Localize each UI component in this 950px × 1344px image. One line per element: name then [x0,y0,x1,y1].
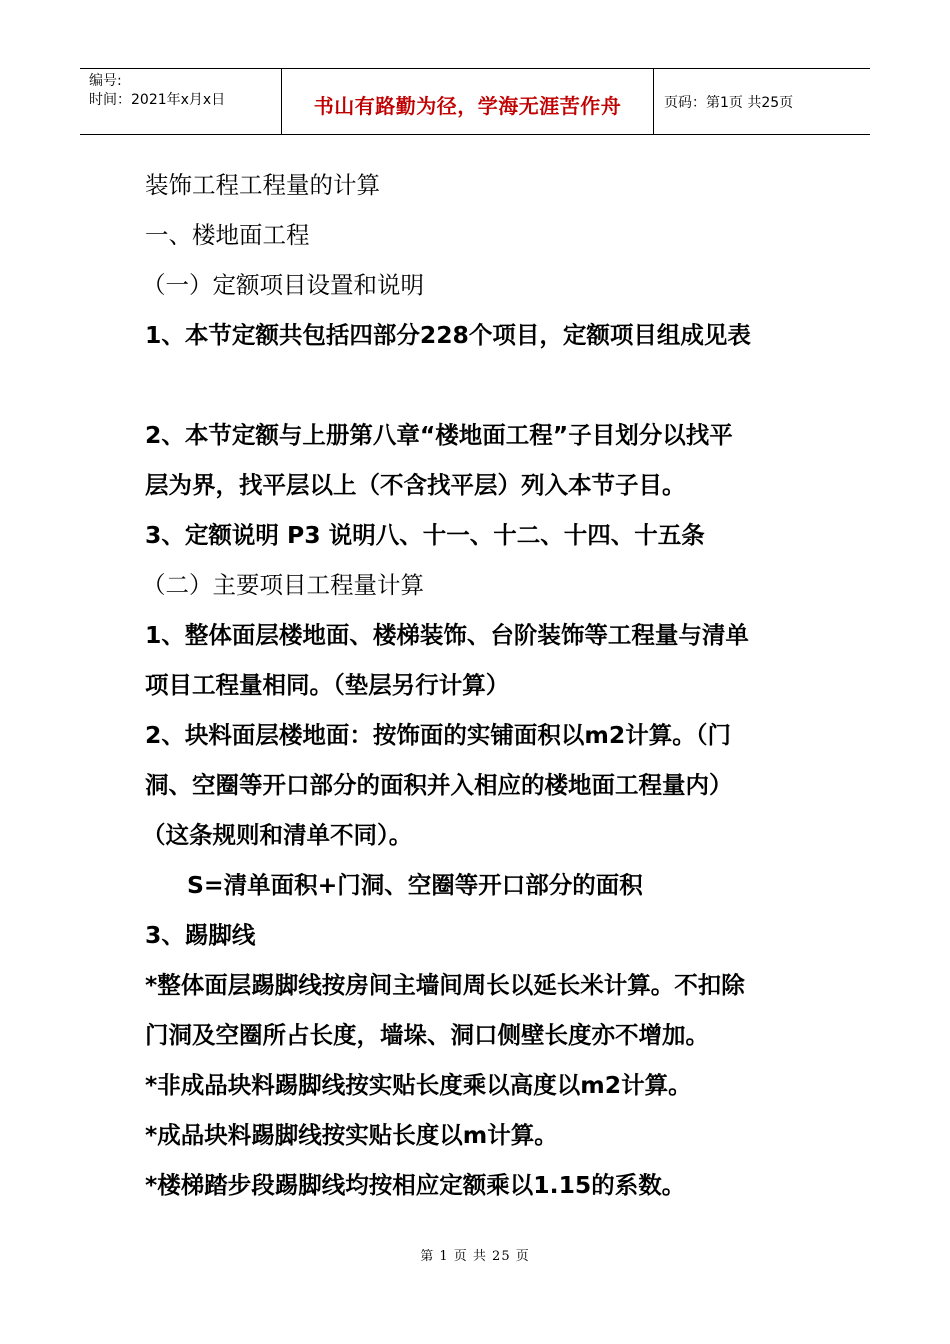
header-left-cell [80,69,282,134]
paragraph-line: 2、块料面层楼地面：按饰面的实铺面积以m2计算。（门 [145,721,731,749]
header-table [80,68,870,135]
paragraph-line: *成品块料踢脚线按实贴长度以m计算。 [145,1121,558,1149]
paragraph-line: *整体面层踢脚线按房间主墙间周长以延长米计算。不扣除 [145,971,745,999]
formula-line: S=清单面积+门洞、空圈等开口部分的面积 [187,871,643,899]
paragraph-line: 3、踢脚线 [145,921,256,949]
paragraph-line: 1、整体面层楼地面、楼梯装饰、台阶装饰等工程量与清单 [145,621,749,649]
subsection-heading: （二）主要项目工程量计算 [142,571,424,599]
number-label: 编号: [89,73,122,89]
paragraph-line: （这条规则和清单不同）。 [142,821,413,849]
document-title: 装饰工程工程量的计算 [145,171,380,199]
paragraph-line: 层为界，找平层以上（不含找平层）列入本节子目。 [145,471,686,499]
document-body [142,160,825,1210]
paragraph-line: *非成品块料踢脚线按实贴长度乘以高度以m2计算。 [145,1071,692,1099]
date-label: 时间：2021年x月x日 [89,92,226,108]
header-page-cell [654,69,870,134]
header-motto-cell [282,69,654,134]
paragraph-line: 1、本节定额共包括四部分228个项目，定额项目组成见表 [145,321,751,349]
blank-line [145,360,825,410]
paragraph-line: *楼梯踏步段踢脚线均按相应定额乘以1.15的系数。 [145,1171,686,1199]
page-footer: 第 1 页 共 25 页 [420,1249,530,1264]
section-heading: 一、楼地面工程 [145,221,310,249]
paragraph-line: 2、本节定额与上册第八章“楼地面工程”子目划分以找平 [145,421,733,449]
paragraph-line: 3、定额说明 P3 说明八、十一、十二、十四、十五条 [145,521,705,549]
subsection-heading: （一）定额项目设置和说明 [142,271,424,299]
paragraph-line: 项目工程量相同。（垫层另行计算） [145,671,510,699]
paragraph-line: 洞、空圈等开口部分的面积并入相应的楼地面工程量内） [145,771,733,799]
paragraph-line: 门洞及空圈所占长度，墙垛、洞口侧壁长度亦不增加。 [145,1021,709,1049]
motto-text: 书山有路勤为径，学海无涯苦作舟 [313,94,622,118]
page-info: 页码：第1页 共25页 [664,94,794,111]
